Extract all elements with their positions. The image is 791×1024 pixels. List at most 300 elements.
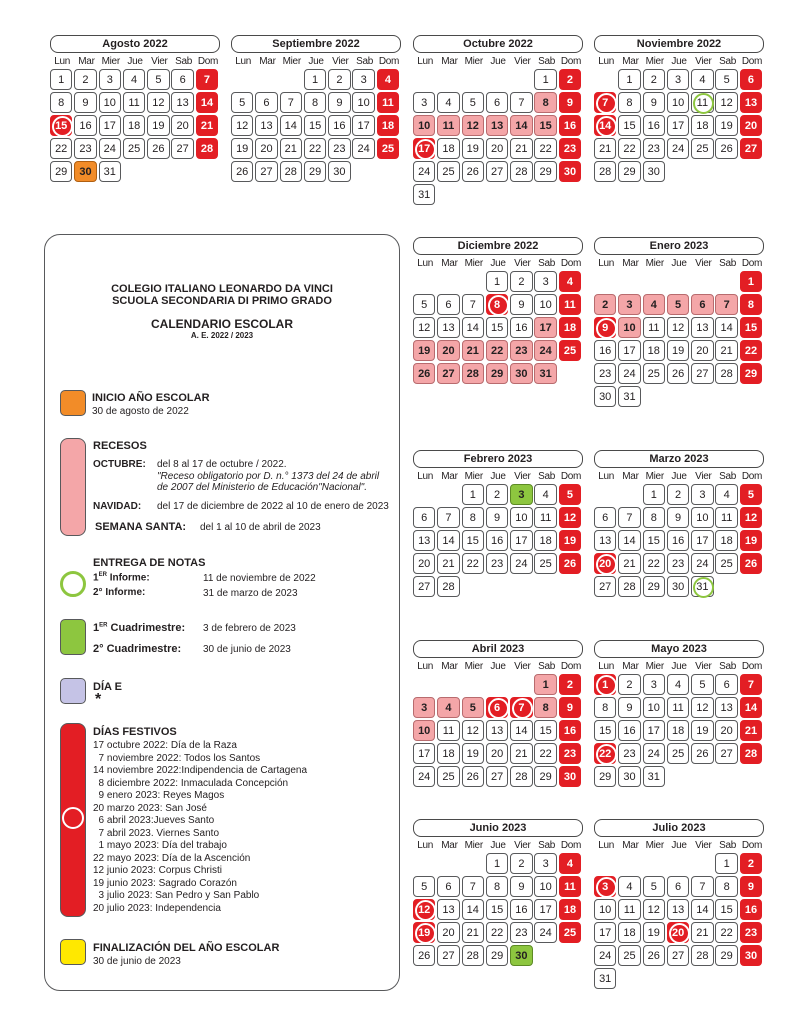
day-cell: 28 xyxy=(510,766,532,787)
day-cell: 15 xyxy=(594,720,616,741)
day-grid xyxy=(413,69,583,208)
weekday-label: Mar xyxy=(441,661,458,672)
weekday-label: Vier xyxy=(514,471,531,482)
day-cell: 24 xyxy=(99,138,121,159)
dia-e-swatch xyxy=(60,678,86,704)
day-cell: 7 xyxy=(437,507,459,528)
weekday-label: Vier xyxy=(151,56,168,67)
weekday-label: Jue xyxy=(490,471,506,482)
weekday-label: Mier xyxy=(464,661,483,672)
day-cell: 6 xyxy=(437,876,459,897)
day-cell: 16 xyxy=(328,115,350,136)
day-cell: 17 xyxy=(99,115,121,136)
day-cell: 31 xyxy=(99,161,121,182)
weekday-label: Mar xyxy=(441,56,458,67)
day-cell: 24 xyxy=(691,553,713,574)
day-cell: 25 xyxy=(715,553,737,574)
day-cell: 29 xyxy=(486,363,508,384)
day-cell: 11 xyxy=(715,507,737,528)
weekday-label: Jue xyxy=(671,471,687,482)
weekday-label: Dom xyxy=(741,56,763,67)
weekday-label: Mar xyxy=(622,471,639,482)
weekday-label: Mier xyxy=(645,661,664,672)
day-cell: 18 xyxy=(618,922,640,943)
month-enero-2023 xyxy=(594,237,764,410)
day-cell: 27 xyxy=(437,945,459,966)
day-cell: 20 xyxy=(594,553,616,574)
day-cell: 6 xyxy=(437,294,459,315)
day-cell: 16 xyxy=(740,899,762,920)
day-cell: 22 xyxy=(740,340,762,361)
weekday-label: Mier xyxy=(464,471,483,482)
day-cell: 2 xyxy=(559,69,581,90)
day-cell: 23 xyxy=(667,553,689,574)
day-grid xyxy=(231,69,401,184)
month-title: Mayo 2023 xyxy=(594,640,764,658)
day-cell: 2 xyxy=(643,69,665,90)
day-cell: 19 xyxy=(462,138,484,159)
day-cell: 2 xyxy=(594,294,616,315)
day-cell: 10 xyxy=(352,92,374,113)
day-cell: 7 xyxy=(510,697,532,718)
day-cell: 24 xyxy=(510,553,532,574)
school-subtitle: SCUOLA SECONDARIA DI PRIMO GRADO xyxy=(112,295,332,307)
day-cell: 9 xyxy=(510,876,532,897)
calendar-title: CALENDARIO ESCOLAR xyxy=(150,317,293,331)
day-cell: 25 xyxy=(534,553,556,574)
day-cell: 13 xyxy=(715,697,737,718)
weekday-label: Mier xyxy=(645,258,664,269)
day-cell: 1 xyxy=(643,484,665,505)
day-cell: 27 xyxy=(171,138,193,159)
day-cell: 12 xyxy=(691,697,713,718)
day-cell: 13 xyxy=(255,115,277,136)
day-cell: 6 xyxy=(691,294,713,315)
octubre-text: del 8 al 17 de octubre / 2022. xyxy=(157,459,287,470)
weekday-header xyxy=(413,56,583,67)
weekday-label: Sab xyxy=(719,840,737,851)
weekday-header xyxy=(413,840,583,851)
day-cell: 1 xyxy=(304,69,326,90)
day-cell: 23 xyxy=(74,138,96,159)
festivo-item: 8 diciembre 2022: Inmaculada Concepción xyxy=(93,777,289,789)
festivos-list xyxy=(93,740,307,915)
day-cell: 5 xyxy=(413,294,435,315)
day-cell: 29 xyxy=(50,161,72,182)
day-cell: 4 xyxy=(377,69,399,90)
day-cell: 17 xyxy=(510,530,532,551)
day-cell: 15 xyxy=(618,115,640,136)
day-cell: 26 xyxy=(462,161,484,182)
day-cell: 28 xyxy=(715,363,737,384)
day-cell: 23 xyxy=(643,138,665,159)
day-cell: 4 xyxy=(534,484,556,505)
day-cell: 8 xyxy=(594,697,616,718)
day-cell: 3 xyxy=(691,484,713,505)
month-title: Noviembre 2022 xyxy=(594,35,764,53)
day-cell: 30 xyxy=(740,945,762,966)
informe-1-label xyxy=(93,572,150,583)
day-cell: 24 xyxy=(618,363,640,384)
day-cell: 14 xyxy=(462,317,484,338)
day-cell: 30 xyxy=(594,386,616,407)
day-grid xyxy=(594,853,764,992)
day-cell: 8 xyxy=(534,697,556,718)
day-cell: 1 xyxy=(50,69,72,90)
weekday-label: Mier xyxy=(464,258,483,269)
day-cell: 18 xyxy=(377,115,399,136)
day-cell: 6 xyxy=(740,69,762,90)
weekday-label: Vier xyxy=(514,661,531,672)
festivo-item: 3 julio 2023: San Pedro y San Pablo xyxy=(93,890,260,901)
day-cell: 21 xyxy=(196,115,218,136)
day-cell: 29 xyxy=(618,161,640,182)
day-cell: 19 xyxy=(740,530,762,551)
day-cell: 21 xyxy=(510,743,532,764)
day-cell: 27 xyxy=(486,161,508,182)
day-cell: 26 xyxy=(643,945,665,966)
day-cell: 6 xyxy=(715,674,737,695)
finalizacion-label: FINALIZACIÓN DEL AÑO ESCOLAR xyxy=(93,942,280,954)
day-cell: 16 xyxy=(594,340,616,361)
day-cell: 14 xyxy=(280,115,302,136)
day-cell: 11 xyxy=(437,115,459,136)
day-cell: 15 xyxy=(715,899,737,920)
day-cell: 14 xyxy=(437,530,459,551)
day-cell: 6 xyxy=(486,92,508,113)
day-cell: 28 xyxy=(618,576,640,597)
month-abril-2023 xyxy=(413,640,583,789)
day-cell: 1 xyxy=(534,674,556,695)
day-cell: 17 xyxy=(534,899,556,920)
month-agosto-2022 xyxy=(50,35,220,184)
day-cell: 5 xyxy=(691,674,713,695)
day-cell: 5 xyxy=(413,876,435,897)
cuadrimestre-1-date: 3 de febrero de 2023 xyxy=(203,623,296,634)
day-cell: 12 xyxy=(413,899,435,920)
day-cell: 23 xyxy=(510,922,532,943)
day-cell: 3 xyxy=(352,69,374,90)
month-noviembre-2022 xyxy=(594,35,764,184)
day-cell: 1 xyxy=(486,853,508,874)
day-cell: 8 xyxy=(486,876,508,897)
weekday-label: Mier xyxy=(645,471,664,482)
day-cell: 7 xyxy=(618,507,640,528)
day-cell: 19 xyxy=(643,922,665,943)
day-cell: 3 xyxy=(594,876,616,897)
day-cell: 23 xyxy=(559,138,581,159)
day-cell: 30 xyxy=(559,766,581,787)
day-cell: 5 xyxy=(559,484,581,505)
day-cell: 31 xyxy=(413,184,435,205)
day-cell: 2 xyxy=(667,484,689,505)
day-cell: 9 xyxy=(559,697,581,718)
day-cell: 26 xyxy=(413,945,435,966)
day-grid xyxy=(413,271,583,386)
day-cell: 24 xyxy=(667,138,689,159)
day-cell: 2 xyxy=(618,674,640,695)
school-name: COLEGIO ITALIANO LEONARDO DA VINCI xyxy=(111,283,333,295)
day-grid xyxy=(594,69,764,184)
day-cell: 28 xyxy=(437,576,459,597)
day-cell: 18 xyxy=(667,720,689,741)
day-cell: 28 xyxy=(196,138,218,159)
weekday-label: Dom xyxy=(560,258,582,269)
weekday-label: Mier xyxy=(464,56,483,67)
day-cell: 30 xyxy=(510,363,532,384)
weekday-label: Dom xyxy=(741,661,763,672)
month-title: Julio 2023 xyxy=(594,819,764,837)
day-cell: 26 xyxy=(715,138,737,159)
weekday-label: Vier xyxy=(514,840,531,851)
weekday-label: Dom xyxy=(741,471,763,482)
day-cell: 22 xyxy=(50,138,72,159)
day-cell: 24 xyxy=(534,340,556,361)
informe-1-date: 11 de noviembre de 2022 xyxy=(203,573,316,584)
day-cell: 26 xyxy=(231,161,253,182)
day-cell: 21 xyxy=(462,340,484,361)
day-cell: 26 xyxy=(413,363,435,384)
day-cell: 25 xyxy=(667,743,689,764)
day-cell: 13 xyxy=(437,899,459,920)
month-diciembre-2022 xyxy=(413,237,583,386)
day-cell: 18 xyxy=(437,138,459,159)
day-cell: 22 xyxy=(715,922,737,943)
day-cell: 20 xyxy=(437,922,459,943)
octubre-note-2: de 2007 del Ministerio de Educación"Nacional". xyxy=(157,482,368,493)
weekday-label: Mar xyxy=(259,56,276,67)
day-grid xyxy=(413,853,583,968)
day-cell: 17 xyxy=(594,922,616,943)
day-cell: 8 xyxy=(643,507,665,528)
day-cell: 5 xyxy=(643,876,665,897)
day-cell: 5 xyxy=(740,484,762,505)
day-cell: 21 xyxy=(715,340,737,361)
month-julio-2023 xyxy=(594,819,764,992)
weekday-label: Jue xyxy=(490,661,506,672)
month-title: Junio 2023 xyxy=(413,819,583,837)
day-cell: 11 xyxy=(667,697,689,718)
festivo-item: 19 junio 2023: Sagrado Corazón xyxy=(93,877,237,889)
day-cell: 26 xyxy=(462,766,484,787)
day-cell: 15 xyxy=(50,115,72,136)
day-cell: 29 xyxy=(715,945,737,966)
cuadrimestre-1-sup: ER xyxy=(99,622,108,629)
day-cell: 23 xyxy=(559,743,581,764)
day-cell: 11 xyxy=(643,317,665,338)
day-cell: 30 xyxy=(328,161,350,182)
inicio-date: 30 de agosto de 2022 xyxy=(92,406,189,417)
day-cell: 1 xyxy=(486,271,508,292)
month-marzo-2023 xyxy=(594,450,764,599)
day-cell: 2 xyxy=(510,271,532,292)
month-title: Abril 2023 xyxy=(413,640,583,658)
day-cell: 10 xyxy=(691,507,713,528)
day-cell: 16 xyxy=(559,115,581,136)
day-cell: 27 xyxy=(594,576,616,597)
weekday-label: Lun xyxy=(417,471,434,482)
day-cell: 7 xyxy=(594,92,616,113)
month-title: Marzo 2023 xyxy=(594,450,764,468)
day-cell: 3 xyxy=(413,92,435,113)
day-cell: 22 xyxy=(462,553,484,574)
day-cell: 8 xyxy=(486,294,508,315)
day-cell: 22 xyxy=(618,138,640,159)
day-cell: 6 xyxy=(667,876,689,897)
day-cell: 18 xyxy=(559,317,581,338)
day-cell: 22 xyxy=(486,340,508,361)
day-cell: 7 xyxy=(280,92,302,113)
day-cell: 16 xyxy=(559,720,581,741)
day-grid xyxy=(594,674,764,789)
weekday-label: Sab xyxy=(719,258,737,269)
day-cell: 27 xyxy=(740,138,762,159)
weekday-label: Jue xyxy=(671,661,687,672)
day-cell: 10 xyxy=(99,92,121,113)
day-cell: 2 xyxy=(510,853,532,874)
day-cell: 12 xyxy=(667,317,689,338)
weekday-header xyxy=(231,56,401,67)
day-cell: 17 xyxy=(534,317,556,338)
day-cell: 28 xyxy=(280,161,302,182)
month-title: Octubre 2022 xyxy=(413,35,583,53)
day-cell: 18 xyxy=(643,340,665,361)
day-cell: 22 xyxy=(643,553,665,574)
day-cell: 4 xyxy=(667,674,689,695)
day-cell: 18 xyxy=(534,530,556,551)
day-cell: 8 xyxy=(740,294,762,315)
day-cell: 31 xyxy=(618,386,640,407)
day-cell: 24 xyxy=(413,161,435,182)
day-cell: 4 xyxy=(437,697,459,718)
day-cell: 9 xyxy=(328,92,350,113)
day-cell: 16 xyxy=(667,530,689,551)
day-cell: 30 xyxy=(510,945,532,966)
festivo-item: 20 marzo 2023: San José xyxy=(93,802,207,814)
cuadrimestre-swatch xyxy=(60,619,86,655)
weekday-label: Lun xyxy=(235,56,252,67)
day-cell: 8 xyxy=(534,92,556,113)
day-grid xyxy=(413,484,583,599)
day-cell: 18 xyxy=(123,115,145,136)
weekday-label: Jue xyxy=(490,840,506,851)
day-cell: 5 xyxy=(462,92,484,113)
day-cell: 14 xyxy=(462,899,484,920)
day-cell: 21 xyxy=(510,138,532,159)
day-cell: 9 xyxy=(740,876,762,897)
weekday-label: Sab xyxy=(538,471,556,482)
day-grid xyxy=(413,674,583,789)
day-cell: 27 xyxy=(255,161,277,182)
weekday-label: Jue xyxy=(490,56,506,67)
day-cell: 9 xyxy=(594,317,616,338)
day-cell: 26 xyxy=(147,138,169,159)
weekday-label: Mier xyxy=(282,56,301,67)
day-cell: 8 xyxy=(50,92,72,113)
day-cell: 22 xyxy=(534,743,556,764)
day-cell: 30 xyxy=(559,161,581,182)
day-cell: 19 xyxy=(413,340,435,361)
day-cell: 17 xyxy=(413,138,435,159)
day-cell: 16 xyxy=(510,899,532,920)
day-cell: 31 xyxy=(594,968,616,989)
day-cell: 13 xyxy=(486,115,508,136)
weekday-label: Mar xyxy=(622,56,639,67)
octubre-label: OCTUBRE: xyxy=(93,459,146,470)
day-cell: 7 xyxy=(691,876,713,897)
finalizacion-swatch xyxy=(60,939,86,965)
day-cell: 29 xyxy=(534,161,556,182)
day-cell: 16 xyxy=(618,720,640,741)
day-cell: 10 xyxy=(510,507,532,528)
day-cell: 20 xyxy=(715,720,737,741)
weekday-label: Lun xyxy=(598,56,615,67)
day-cell: 14 xyxy=(510,115,532,136)
day-cell: 9 xyxy=(618,697,640,718)
day-cell: 17 xyxy=(413,743,435,764)
day-cell: 20 xyxy=(691,340,713,361)
day-cell: 11 xyxy=(559,294,581,315)
cuadrimestre-2-label: 2° Cuadrimestre: xyxy=(93,643,182,655)
day-cell: 17 xyxy=(352,115,374,136)
day-cell: 19 xyxy=(147,115,169,136)
day-cell: 24 xyxy=(534,922,556,943)
day-cell: 2 xyxy=(328,69,350,90)
day-cell: 19 xyxy=(691,720,713,741)
day-cell: 24 xyxy=(352,138,374,159)
weekday-header xyxy=(594,56,764,67)
day-cell: 14 xyxy=(594,115,616,136)
month-septiembre-2022 xyxy=(231,35,401,184)
day-cell: 25 xyxy=(559,922,581,943)
semana-santa-label: SEMANA SANTA: xyxy=(95,521,187,533)
weekday-label: Dom xyxy=(197,56,219,67)
day-cell: 26 xyxy=(559,553,581,574)
weekday-label: Lun xyxy=(417,840,434,851)
day-cell: 4 xyxy=(559,853,581,874)
day-cell: 12 xyxy=(231,115,253,136)
weekday-label: Jue xyxy=(308,56,324,67)
day-cell: 18 xyxy=(559,899,581,920)
day-grid xyxy=(594,271,764,410)
day-cell: 25 xyxy=(559,340,581,361)
day-cell: 11 xyxy=(123,92,145,113)
day-cell: 26 xyxy=(667,363,689,384)
day-cell: 3 xyxy=(618,294,640,315)
day-cell: 12 xyxy=(740,507,762,528)
day-cell: 21 xyxy=(594,138,616,159)
day-cell: 15 xyxy=(740,317,762,338)
day-cell: 11 xyxy=(691,92,713,113)
day-cell: 7 xyxy=(462,876,484,897)
weekday-label: Lun xyxy=(417,258,434,269)
day-cell: 18 xyxy=(437,743,459,764)
cuadrimestre-1-number: 1 xyxy=(93,622,100,634)
weekday-label: Sab xyxy=(719,661,737,672)
day-cell: 3 xyxy=(643,674,665,695)
day-cell: 5 xyxy=(715,69,737,90)
day-cell: 25 xyxy=(437,161,459,182)
day-grid xyxy=(594,484,764,599)
day-cell: 23 xyxy=(740,922,762,943)
day-cell: 7 xyxy=(715,294,737,315)
festivo-item: 22 mayo 2023: Día de la Ascención xyxy=(93,852,251,864)
day-cell: 30 xyxy=(667,576,689,597)
festivos-ring-icon xyxy=(62,807,84,829)
weekday-header xyxy=(594,471,764,482)
month-title: Septiembre 2022 xyxy=(231,35,401,53)
day-cell: 8 xyxy=(618,92,640,113)
